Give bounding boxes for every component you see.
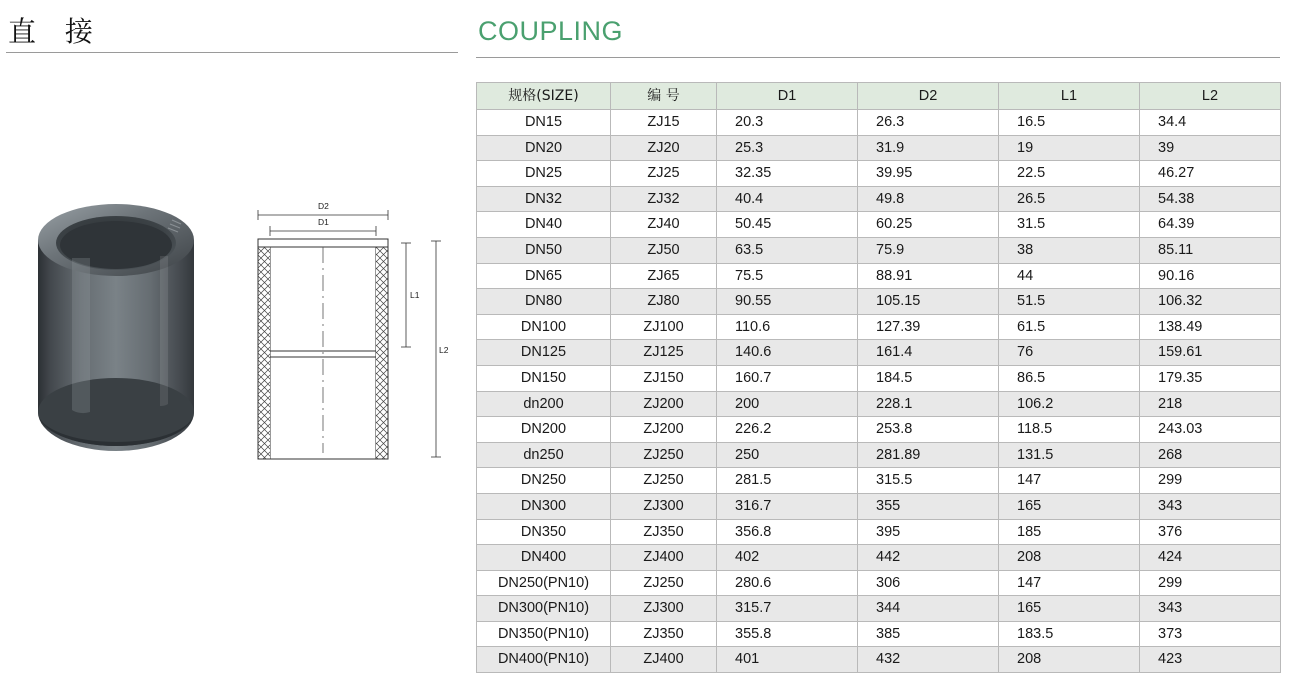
table-cell: 31.5 xyxy=(999,212,1140,238)
table-cell: 26.5 xyxy=(999,186,1140,212)
table-cell: ZJ80 xyxy=(611,289,717,315)
table-cell: DN200 xyxy=(477,417,611,443)
table-cell: 106.32 xyxy=(1140,289,1281,315)
table-cell: ZJ400 xyxy=(611,545,717,571)
table-cell: 299 xyxy=(1140,468,1281,494)
table-cell: DN125 xyxy=(477,340,611,366)
table-cell: ZJ200 xyxy=(611,417,717,443)
table-row xyxy=(477,314,1281,340)
table-row xyxy=(477,570,1281,596)
table-cell: 40.4 xyxy=(717,186,858,212)
table-cell: 19 xyxy=(999,135,1140,161)
table-cell: DN32 xyxy=(477,186,611,212)
table-cell: 208 xyxy=(999,545,1140,571)
table-cell: 401 xyxy=(717,647,858,673)
column-header-code: 编 号 xyxy=(611,83,717,110)
table-cell: 86.5 xyxy=(999,365,1140,391)
table-cell: DN150 xyxy=(477,365,611,391)
table-cell: 147 xyxy=(999,468,1140,494)
table-cell: DN350(PN10) xyxy=(477,621,611,647)
table-cell: ZJ50 xyxy=(611,237,717,263)
table-cell: 376 xyxy=(1140,519,1281,545)
table-cell: DN300(PN10) xyxy=(477,596,611,622)
table-cell: DN20 xyxy=(477,135,611,161)
table-cell: 423 xyxy=(1140,647,1281,673)
table-cell: 306 xyxy=(858,570,999,596)
table-row xyxy=(477,545,1281,571)
table-row xyxy=(477,237,1281,263)
table-cell: DN350 xyxy=(477,519,611,545)
specification-table xyxy=(476,82,1281,673)
table-cell: 159.61 xyxy=(1140,340,1281,366)
table-cell: 106.2 xyxy=(999,391,1140,417)
table-cell: 200 xyxy=(717,391,858,417)
table-cell: 160.7 xyxy=(717,365,858,391)
table-cell: 34.4 xyxy=(1140,110,1281,136)
table-cell: 131.5 xyxy=(999,442,1140,468)
table-cell: 385 xyxy=(858,621,999,647)
table-cell: ZJ200 xyxy=(611,391,717,417)
table-cell: 315.5 xyxy=(858,468,999,494)
table-row xyxy=(477,263,1281,289)
table-cell: 50.45 xyxy=(717,212,858,238)
right-panel xyxy=(470,0,1292,668)
table-cell: 432 xyxy=(858,647,999,673)
table-cell: 118.5 xyxy=(999,417,1140,443)
table-cell: 185 xyxy=(999,519,1140,545)
table-cell: 208 xyxy=(999,647,1140,673)
column-header-d1: D1 xyxy=(717,83,858,110)
table-cell: 22.5 xyxy=(999,161,1140,187)
table-cell: 75.9 xyxy=(858,237,999,263)
table-cell: 281.89 xyxy=(858,442,999,468)
table-cell: 140.6 xyxy=(717,340,858,366)
table-cell: 110.6 xyxy=(717,314,858,340)
table-cell: ZJ300 xyxy=(611,596,717,622)
table-cell: 49.8 xyxy=(858,186,999,212)
table-cell: 280.6 xyxy=(717,570,858,596)
table-cell: ZJ400 xyxy=(611,647,717,673)
table-cell: DN400(PN10) xyxy=(477,647,611,673)
table-cell: ZJ250 xyxy=(611,570,717,596)
table-cell: 183.5 xyxy=(999,621,1140,647)
table-cell: ZJ15 xyxy=(611,110,717,136)
table-cell: 228.1 xyxy=(858,391,999,417)
table-cell: ZJ250 xyxy=(611,442,717,468)
table-cell: 38 xyxy=(999,237,1140,263)
table-cell: 250 xyxy=(717,442,858,468)
table-row xyxy=(477,391,1281,417)
table-cell: DN25 xyxy=(477,161,611,187)
table-cell: dn200 xyxy=(477,391,611,417)
table-cell: 76 xyxy=(999,340,1140,366)
table-row xyxy=(477,417,1281,443)
table-row xyxy=(477,519,1281,545)
table-cell: ZJ300 xyxy=(611,493,717,519)
table-row xyxy=(477,186,1281,212)
left-divider xyxy=(6,52,458,53)
table-cell: ZJ100 xyxy=(611,314,717,340)
table-cell: ZJ125 xyxy=(611,340,717,366)
technical-drawing xyxy=(240,195,455,470)
table-cell: 218 xyxy=(1140,391,1281,417)
table-cell: 226.2 xyxy=(717,417,858,443)
table-cell: 138.49 xyxy=(1140,314,1281,340)
table-cell: ZJ32 xyxy=(611,186,717,212)
table-cell: 147 xyxy=(999,570,1140,596)
table-row xyxy=(477,468,1281,494)
table-row xyxy=(477,647,1281,673)
table-cell: 44 xyxy=(999,263,1140,289)
table-row xyxy=(477,493,1281,519)
table-cell: 31.9 xyxy=(858,135,999,161)
table-cell: 75.5 xyxy=(717,263,858,289)
table-cell: 61.5 xyxy=(999,314,1140,340)
column-header-l1: L1 xyxy=(999,83,1140,110)
table-cell: 316.7 xyxy=(717,493,858,519)
table-cell: 343 xyxy=(1140,596,1281,622)
dimension-label-d2: D2 xyxy=(318,201,329,211)
table-cell: 356.8 xyxy=(717,519,858,545)
table-cell: DN15 xyxy=(477,110,611,136)
table-cell: 395 xyxy=(858,519,999,545)
table-cell: 281.5 xyxy=(717,468,858,494)
table-cell: 60.25 xyxy=(858,212,999,238)
table-cell: 268 xyxy=(1140,442,1281,468)
column-header-l2: L2 xyxy=(1140,83,1281,110)
table-cell: DN250(PN10) xyxy=(477,570,611,596)
table-cell: 179.35 xyxy=(1140,365,1281,391)
table-cell: 253.8 xyxy=(858,417,999,443)
page-title-english: COUPLING xyxy=(478,16,624,46)
table-cell: 46.27 xyxy=(1140,161,1281,187)
table-cell: 402 xyxy=(717,545,858,571)
table-cell: ZJ40 xyxy=(611,212,717,238)
table-cell: 343 xyxy=(1140,493,1281,519)
table-cell: 442 xyxy=(858,545,999,571)
table-cell: 16.5 xyxy=(999,110,1140,136)
table-cell: 105.15 xyxy=(858,289,999,315)
table-cell: ZJ25 xyxy=(611,161,717,187)
page-title-chinese: 直 接 xyxy=(8,15,103,48)
dimension-label-l2: L2 xyxy=(439,345,449,355)
table-row xyxy=(477,365,1281,391)
table-row xyxy=(477,212,1281,238)
table-cell: ZJ65 xyxy=(611,263,717,289)
table-cell: 51.5 xyxy=(999,289,1140,315)
table-cell: 39.95 xyxy=(858,161,999,187)
table-header-row xyxy=(477,83,1281,110)
table-cell: DN250 xyxy=(477,468,611,494)
table-cell: 355.8 xyxy=(717,621,858,647)
table-cell: 64.39 xyxy=(1140,212,1281,238)
table-cell: DN40 xyxy=(477,212,611,238)
left-panel xyxy=(0,0,470,648)
table-cell: 88.91 xyxy=(858,263,999,289)
table-cell: 63.5 xyxy=(717,237,858,263)
table-cell: 85.11 xyxy=(1140,237,1281,263)
table-cell: 26.3 xyxy=(858,110,999,136)
table-cell: 373 xyxy=(1140,621,1281,647)
table-cell: DN400 xyxy=(477,545,611,571)
table-cell: ZJ150 xyxy=(611,365,717,391)
table-cell: 299 xyxy=(1140,570,1281,596)
table-cell: 165 xyxy=(999,493,1140,519)
table-cell: 424 xyxy=(1140,545,1281,571)
table-cell: 355 xyxy=(858,493,999,519)
table-cell: 161.4 xyxy=(858,340,999,366)
table-cell: DN300 xyxy=(477,493,611,519)
table-cell: 315.7 xyxy=(717,596,858,622)
table-cell: DN50 xyxy=(477,237,611,263)
column-header-d2: D2 xyxy=(858,83,999,110)
table-cell: 344 xyxy=(858,596,999,622)
table-row xyxy=(477,442,1281,468)
table-cell: 90.55 xyxy=(717,289,858,315)
dimension-label-l1: L1 xyxy=(410,290,420,300)
table-cell: dn250 xyxy=(477,442,611,468)
table-body xyxy=(477,110,1281,673)
pvc-coupling-photo xyxy=(18,198,214,460)
table-row xyxy=(477,621,1281,647)
table-cell: 165 xyxy=(999,596,1140,622)
table-cell: 32.35 xyxy=(717,161,858,187)
table-cell: 54.38 xyxy=(1140,186,1281,212)
table-cell: 184.5 xyxy=(858,365,999,391)
table-cell: 39 xyxy=(1140,135,1281,161)
table-cell: 90.16 xyxy=(1140,263,1281,289)
table-cell: 20.3 xyxy=(717,110,858,136)
table-cell: ZJ20 xyxy=(611,135,717,161)
table-cell: DN65 xyxy=(477,263,611,289)
table-row xyxy=(477,596,1281,622)
table-row xyxy=(477,161,1281,187)
table-row xyxy=(477,110,1281,136)
right-divider xyxy=(476,57,1280,58)
table-cell: ZJ350 xyxy=(611,519,717,545)
column-header-size: 规格(SIZE) xyxy=(477,83,611,110)
table-cell: 243.03 xyxy=(1140,417,1281,443)
table-cell: ZJ350 xyxy=(611,621,717,647)
table-cell: DN100 xyxy=(477,314,611,340)
table-cell: ZJ250 xyxy=(611,468,717,494)
table-cell: 127.39 xyxy=(858,314,999,340)
table-row xyxy=(477,340,1281,366)
dimension-label-d1: D1 xyxy=(318,217,329,227)
table-cell: DN80 xyxy=(477,289,611,315)
table-cell: 25.3 xyxy=(717,135,858,161)
table-row xyxy=(477,135,1281,161)
table-row xyxy=(477,289,1281,315)
